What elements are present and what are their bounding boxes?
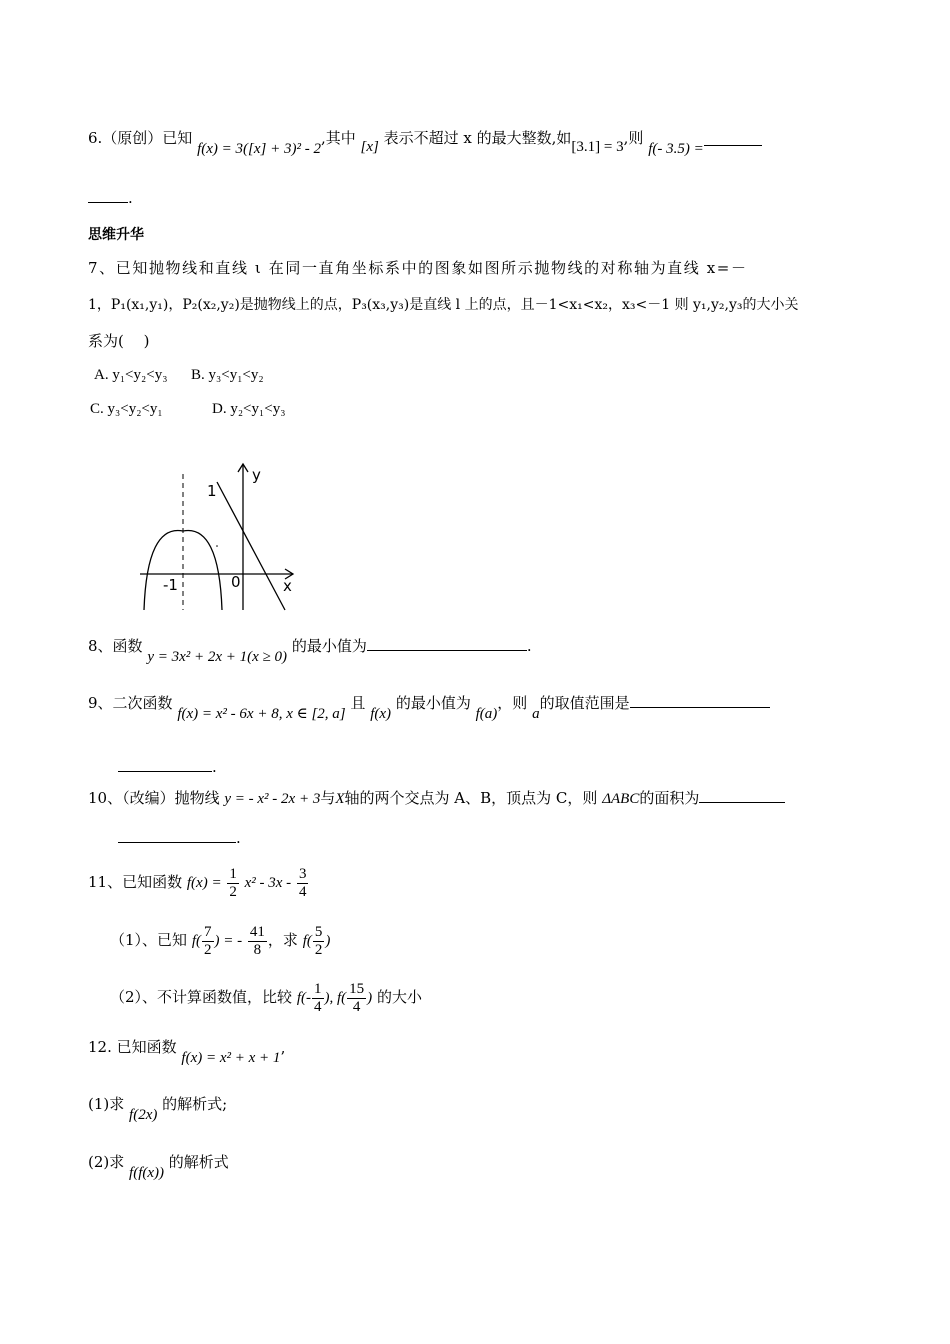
- q10-answer-blank[interactable]: [699, 788, 785, 803]
- q9-formula: f(x) = x² - 6x + 8, x ∈ [2, a]: [177, 706, 346, 722]
- q8-formula: y = 3x² + 2x + 1(x ≥ 0): [147, 649, 288, 665]
- q10-mid3: 的面积为: [639, 789, 700, 807]
- q6-mid3: ,则: [623, 129, 644, 147]
- q11-p1-f: f(: [191, 933, 201, 949]
- q9-end: .: [212, 758, 217, 776]
- q10-prefix: 10、（改编）抛物线: [88, 789, 220, 807]
- q12-p2-prefix: (2)求: [88, 1153, 125, 1171]
- q11-p1-eq: ) = -: [214, 933, 243, 949]
- q11-mid-terms: x² - 3x -: [244, 875, 292, 891]
- q12-end: ’: [280, 1048, 286, 1066]
- q11-const: $\frac{3}{4}$: [298, 865, 307, 900]
- q6-bracket-x: [x]: [360, 139, 379, 155]
- q11-line: [88, 862, 309, 903]
- q11-f-lhs: f(x) =: [186, 875, 222, 891]
- q12-part2: [88, 1152, 229, 1181]
- q9-fa: f(a): [475, 706, 498, 722]
- section-title: 思维升华: [88, 227, 144, 243]
- q6-answer-blank[interactable]: [704, 131, 762, 146]
- q9-answer-blank[interactable]: [630, 693, 770, 708]
- q6-mid1: ,其中: [320, 129, 356, 147]
- q7-line3: 系为( ): [88, 332, 150, 350]
- q11-p2-a: $\frac{1}{4}$: [314, 980, 322, 1015]
- q8-answer-blank[interactable]: [367, 636, 527, 651]
- q9-mid2: 的最小值为: [395, 694, 471, 712]
- q11-p2-f1: f(-: [296, 990, 311, 1006]
- q7-figure: [135, 460, 305, 615]
- q6-line: [88, 128, 762, 157]
- parabola: [144, 530, 222, 610]
- q11-p1-a: $\frac{7}{2}$: [204, 923, 212, 958]
- q11-p1-f2: f(: [302, 933, 312, 949]
- q10-mid1: 与: [320, 789, 336, 807]
- q11-p2-b: $\frac{15}{4}$: [349, 980, 365, 1015]
- q7-line1: 7、已知抛物线和直线 ι 在同一直角坐标系中的图象如图所示抛物线的对称轴为直线 x=－: [88, 259, 748, 277]
- q11-p1-b: $\frac{5}{2}$: [314, 923, 323, 958]
- q9-line2: [118, 757, 217, 777]
- q11-p1-mid: ，求: [267, 931, 298, 949]
- y-label: y: [252, 466, 261, 484]
- q10-formula: y = - x² - 2x + 3: [224, 791, 321, 807]
- line-l: [217, 482, 285, 610]
- q12-formula: f(x) = x² + x + 1: [181, 1050, 281, 1066]
- q7-line2: 1，P₁(x₁,y₁)，P₂(x₂,y₂)是抛物线上的点，P₃(x₃,y₃)是直线 l 上的点，且－1<x₁<x₂，x₃<－1 则 y₁,y₂,y₃的大小关: [88, 297, 799, 313]
- q12-p1-prefix: (1)求: [88, 1095, 125, 1113]
- q11-prefix: 11、已知函数: [88, 873, 183, 891]
- q12-line: [88, 1037, 286, 1066]
- q12-p2-formula: f(f(x)): [129, 1165, 165, 1181]
- q7-option-b[interactable]: B. y₃<y₁<y₂: [191, 367, 264, 383]
- q9-mid4: 的取值范围是: [539, 694, 630, 712]
- q10-line: [88, 788, 785, 809]
- q12-part1: [88, 1094, 228, 1123]
- q6-ask: f(- 3.5) =: [648, 141, 704, 157]
- q9-answer-blank-cont[interactable]: [118, 757, 212, 772]
- q9-a: a: [532, 706, 540, 722]
- q8-end: .: [526, 637, 532, 655]
- q9-fx: f(x): [370, 706, 392, 722]
- q11-p2-close: ): [367, 990, 373, 1006]
- q9-prefix: 9、二次函数: [88, 694, 173, 712]
- q12-prefix: 12. 已知函数: [88, 1038, 177, 1056]
- q8-line: [88, 636, 532, 665]
- q11-part1: [110, 920, 330, 961]
- origin-label: 0: [231, 573, 241, 591]
- q11-part2: [110, 977, 422, 1018]
- q12-p1-suffix: 的解析式;: [162, 1095, 228, 1113]
- q11-p2-suffix: 的大小: [376, 988, 422, 1006]
- q10-mid2: 轴的两个交点为 A、B，顶点为 C，则: [344, 789, 598, 807]
- q11-p1-prefix: （1）、已知: [110, 931, 188, 949]
- q11-half: $\frac{1}{2}$: [229, 865, 237, 900]
- q10-x: X: [335, 791, 345, 807]
- line-label: 1: [207, 482, 217, 500]
- q9-mid1: 且: [350, 694, 366, 712]
- q7-option-d[interactable]: D. y₂<y₁<y₃: [212, 401, 286, 417]
- q11-p2-sep: ), f(: [324, 990, 347, 1006]
- q6-formula: f(x) = 3([x] + 3)² - 2: [197, 141, 321, 157]
- q8-prefix: 8、函数: [88, 637, 143, 655]
- q7-option-c[interactable]: C. y₃<y₂<y₁: [90, 401, 163, 417]
- dot: [216, 545, 218, 547]
- neg-one-label: -1: [163, 576, 178, 594]
- q10-answer-blank-cont[interactable]: [118, 828, 236, 843]
- q8-suffix: 的最小值为: [291, 637, 367, 655]
- q9-mid3: ，则: [497, 694, 528, 712]
- q6-line2: [88, 188, 133, 208]
- q6-answer-blank-cont[interactable]: [88, 188, 128, 203]
- q6-mid2: 表示不超过 x 的最大整数,如: [383, 129, 572, 147]
- q12-p2-suffix: 的解析式: [168, 1153, 229, 1171]
- q11-p1-close: ): [325, 933, 331, 949]
- q7-option-a[interactable]: A. y₁<y₂<y₃: [94, 367, 168, 383]
- q10-end: .: [236, 829, 241, 847]
- q10-line2: [118, 828, 241, 848]
- q9-line: [88, 693, 770, 722]
- q10-triangle: ΔABC: [602, 791, 640, 807]
- x-label: x: [283, 577, 292, 595]
- q11-p2-prefix: （2）、不计算函数值，比较: [110, 988, 293, 1006]
- q6-example: [3.1] = 3: [571, 139, 624, 155]
- q6-end: .: [128, 189, 133, 207]
- q6-prefix: 6.（原创）已知: [88, 129, 193, 147]
- q12-p1-formula: f(2x): [129, 1107, 158, 1123]
- q11-p1-value: $\frac{41}{8}$: [249, 923, 265, 958]
